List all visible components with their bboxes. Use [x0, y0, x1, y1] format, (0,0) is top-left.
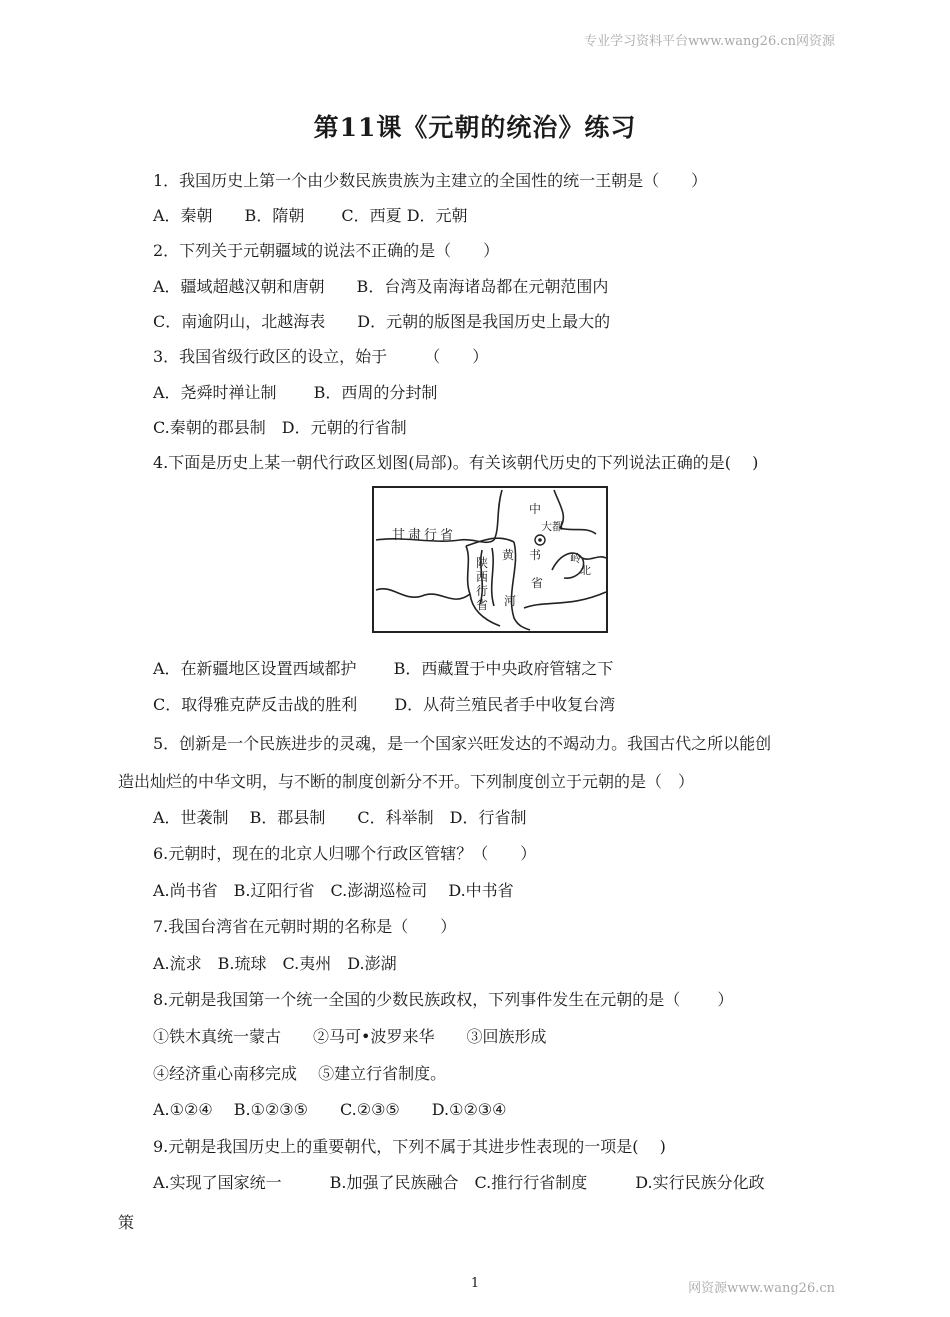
map-label-huang: 黄	[502, 548, 515, 562]
map-label-ling: 岭	[570, 552, 581, 565]
q2-options-ab: A．疆域超越汉朝和唐朝 B．台湾及南海诸岛都在元朝范围内	[153, 277, 609, 296]
administrative-map	[372, 486, 608, 633]
q8-events-1: ①铁木真统一蒙古 ②马可•波罗来华 ③回族形成	[153, 1027, 547, 1046]
q4-options-cd: C．取得雅克萨反击战的胜利 D．从荷兰殖民者手中收复台湾	[153, 695, 616, 714]
header-source-note: 专业学习资料平台www.wang26.cn网资源	[584, 34, 835, 49]
q3-options-cd: C.秦朝的郡县制 D．元朝的行省制	[153, 418, 407, 437]
question-8: 8.元朝是我国第一个统一全国的少数民族政权，下列事件发生在元朝的是（ ）	[153, 990, 734, 1009]
question-1: 1．我国历史上第一个由少数民族贵族为主建立的全国性的统一王朝是（ ）	[153, 171, 708, 190]
q2-options-cd: C．南逾阴山，北越海表 D．元朝的版图是我国历史上最大的	[153, 312, 611, 331]
map-label-sheng: 省	[531, 576, 544, 590]
page-number: 1	[470, 1276, 480, 1291]
map-label-xi: 西	[476, 570, 489, 584]
q6-options: A.尚书省 B.辽阳行省 C.澎湖巡检司 D.中书省	[153, 881, 514, 900]
map-label-dadu: 大都	[541, 520, 563, 533]
page-title: 第11课《元朝的统治》练习	[313, 113, 637, 142]
q8-options: A.①②④ B.①②③⑤ C.②③⑤ D.①②③④	[153, 1100, 507, 1119]
q9-options-continued: 策	[118, 1213, 135, 1232]
map-label-he: 河	[504, 594, 517, 608]
map-label-zhong: 中	[529, 502, 542, 516]
map-label-sheng2: 省	[476, 598, 489, 612]
q9-options: A.实现了国家统一 B.加强了民族融合 C.推行行省制度 D.实行民族分化政	[153, 1173, 765, 1192]
question-3: 3．我国省级行政区的设立，始于 （ ）	[153, 347, 489, 366]
q4-options-ab: A．在新疆地区设置西域都护 B．西藏置于中央政府管辖之下	[153, 659, 614, 678]
question-9: 9.元朝是我国历史上的重要朝代，下列不属于其进步性表现的一项是( )	[153, 1137, 666, 1156]
q3-options-ab: A．尧舜时禅让制 B．西周的分封制	[153, 383, 438, 402]
q1-options: A．秦朝 B．隋朝 C．西夏 D．元朝	[153, 206, 468, 225]
map-label-xing: 行	[476, 584, 489, 598]
question-6: 6.元朝时，现在的北京人归哪个行政区管辖？（ ）	[153, 844, 537, 863]
q8-events-2: ④经济重心南移完成 ⑤建立行省制度。	[153, 1064, 447, 1083]
question-4: 4.下面是历史上某一朝代行政区划图(局部)。有关该朝代历史的下列说法正确的是( )	[153, 453, 759, 472]
map-label-shu: 书	[529, 548, 542, 562]
question-5: 5．创新是一个民族进步的灵魂，是一个国家兴旺发达的不竭动力。我国古代之所以能创	[153, 734, 772, 753]
map-label-gansu: 甘肃行省	[392, 528, 457, 543]
map-label-shaan: 陕	[476, 556, 489, 570]
question-5-continued: 造出灿烂的中华文明，与不断的制度创新分不开。下列制度创立于元朝的是（ ）	[118, 772, 695, 791]
map-label-bei: 北	[580, 564, 591, 577]
q7-options: A.流求 B.琉球 C.夷州 D.澎湖	[153, 954, 397, 973]
q5-options: A．世袭制 B．郡县制 C．科举制 D．行省制	[153, 808, 527, 827]
question-2: 2．下列关于元朝疆域的说法不正确的是（ ）	[153, 241, 500, 260]
question-7: 7.我国台湾省在元朝时期的名称是（ ）	[153, 917, 457, 936]
footer-source-note: 网资源www.wang26.cn	[688, 1281, 835, 1296]
